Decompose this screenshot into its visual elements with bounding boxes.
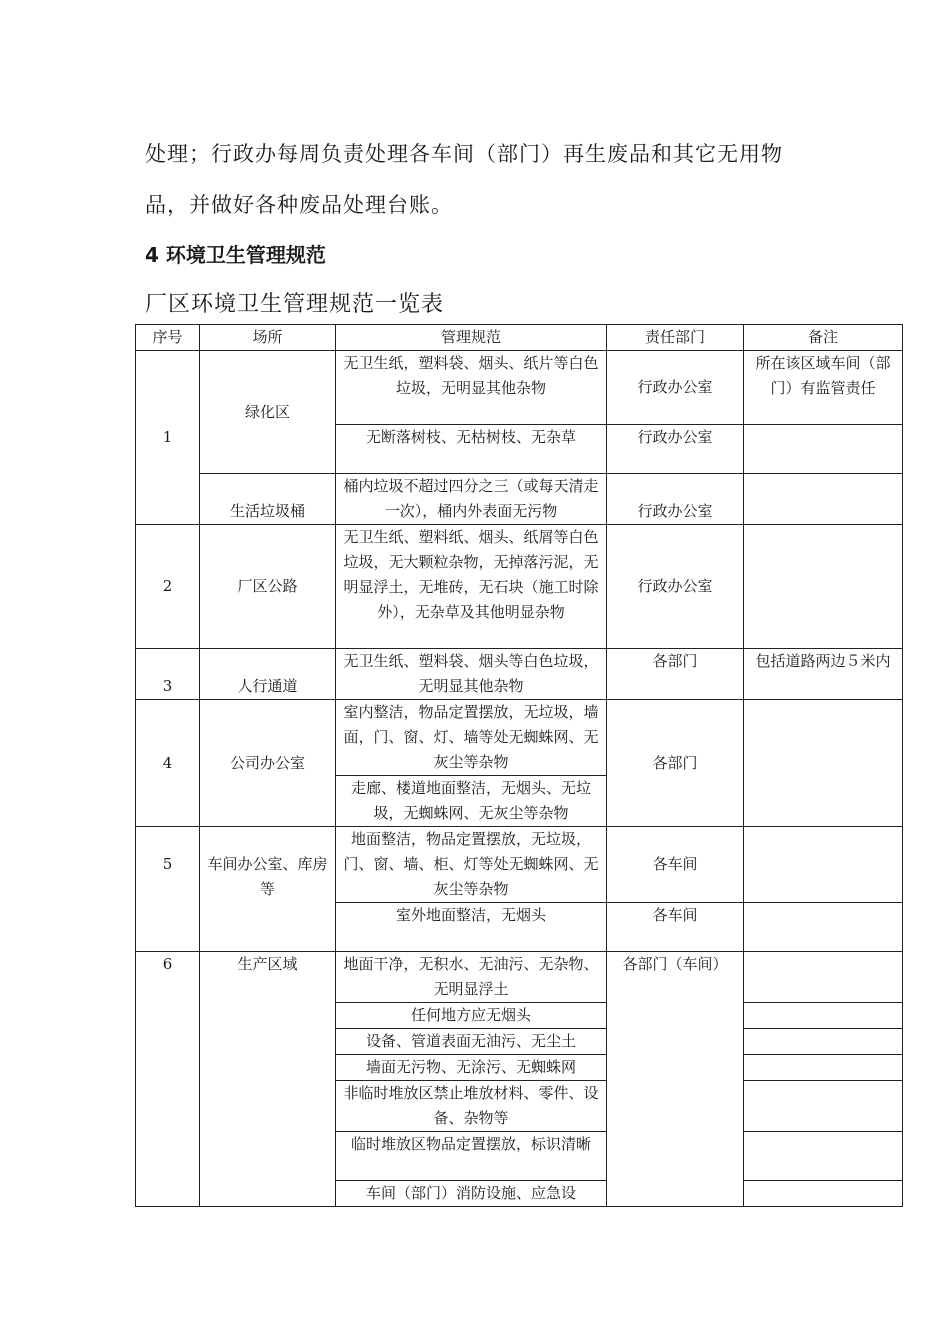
spec-cell: 无卫生纸、塑料袋、烟头等白色垃圾，无明显其他杂物 — [336, 649, 607, 700]
row-number: 5 — [136, 827, 200, 952]
dept-cell: 行政办公室 — [607, 425, 744, 474]
spec-cell: 任何地方应无烟头 — [336, 1003, 607, 1029]
dept-cell: 各部门 — [607, 649, 744, 700]
spec-cell: 设备、管道表面无油污、无尘土 — [336, 1029, 607, 1055]
spec-cell: 车间（部门）消防设施、应急设 — [336, 1181, 607, 1207]
table-row — [136, 649, 903, 700]
place-cell: 车间办公室、库房等 — [200, 827, 336, 952]
row-number: 4 — [136, 700, 200, 827]
row-number: 2 — [136, 525, 200, 649]
spec-cell: 临时堆放区物品定置摆放，标识清晰 — [336, 1132, 607, 1181]
row-number: 3 — [136, 649, 200, 700]
place-cell: 厂区公路 — [200, 525, 336, 649]
spec-cell: 地面整洁，物品定置摆放，无垃圾，门、窗、墙、柜、灯等处无蜘蛛网、无灰尘等杂物 — [336, 827, 607, 903]
note-cell — [744, 1003, 903, 1029]
section-heading: 4 环境卫生管理规范 — [145, 243, 326, 267]
header-spec: 管理规范 — [336, 325, 607, 351]
dept-cell: 各车间 — [607, 903, 744, 952]
table-header-row — [136, 325, 903, 351]
spec-cell: 无卫生纸，塑料袋、烟头、纸片等白色垃圾，无明显其他杂物 — [336, 351, 607, 425]
row-number: 6 — [136, 952, 200, 1207]
place-cell: 生产区域 — [200, 952, 336, 1207]
note-cell — [744, 1181, 903, 1207]
body-paragraph-line-2: 品，并做好各种废品处理台账。 — [145, 193, 453, 217]
note-cell — [744, 474, 903, 525]
dept-cell: 行政办公室 — [607, 474, 744, 525]
table-row — [136, 700, 903, 776]
spec-cell: 室外地面整洁，无烟头 — [336, 903, 607, 952]
place-cell: 公司办公室 — [200, 700, 336, 827]
note-cell: 包括道路两边５米内 — [744, 649, 903, 700]
table-row — [136, 525, 903, 649]
header-no: 序号 — [136, 325, 200, 351]
table-row — [136, 351, 903, 425]
dept-cell: 行政办公室 — [607, 525, 744, 649]
header-note: 备注 — [744, 325, 903, 351]
note-cell — [744, 1081, 903, 1132]
note-cell — [744, 1055, 903, 1081]
sanitation-standards-table — [135, 324, 903, 1207]
spec-cell: 桶内垃圾不超过四分之三（或每天清走一次），桶内外表面无污物 — [336, 474, 607, 525]
dept-cell: 各车间 — [607, 827, 744, 903]
note-cell — [744, 1029, 903, 1055]
header-place: 场所 — [200, 325, 336, 351]
row-number: 1 — [136, 351, 200, 525]
spec-cell: 走廊、楼道地面整洁，无烟头、无垃圾，无蜘蛛网、无灰尘等杂物 — [336, 776, 607, 827]
dept-cell: 各部门 — [607, 700, 744, 827]
note-cell — [744, 952, 903, 1003]
spec-cell: 地面干净，无积水、无油污、无杂物、无明显浮土 — [336, 952, 607, 1003]
table-row — [136, 474, 903, 525]
note-cell — [744, 425, 903, 474]
spec-cell: 墙面无污物、无涂污、无蜘蛛网 — [336, 1055, 607, 1081]
spec-cell: 无断落树枝、无枯树枝、无杂草 — [336, 425, 607, 474]
body-paragraph-line-1: 处理；行政办每周负责处理各车间（部门）再生废品和其它无用物 — [145, 142, 783, 166]
spec-cell: 无卫生纸、塑料纸、烟头、纸屑等白色垃圾，无大颗粒杂物，无掉落污泥，无明显浮土，无堆砖，无石块（施工时除外），无杂草及其他明显杂物 — [336, 525, 607, 649]
place-cell: 人行通道 — [200, 649, 336, 700]
spec-cell: 非临时堆放区禁止堆放材料、零件、设备、杂物等 — [336, 1081, 607, 1132]
note-cell — [744, 903, 903, 952]
table-title: 厂区环境卫生管理规范一览表 — [145, 292, 445, 317]
note-cell — [744, 827, 903, 903]
note-cell — [744, 700, 903, 827]
dept-cell: 行政办公室 — [607, 351, 744, 425]
place-cell: 生活垃圾桶 — [200, 474, 336, 525]
table-row — [136, 827, 903, 903]
note-cell: 所在该区域车间（部门）有监管责任 — [744, 351, 903, 425]
dept-cell: 各部门（车间） — [607, 952, 744, 1207]
spec-cell: 室内整洁，物品定置摆放，无垃圾，墙面，门、窗、灯、墙等处无蜘蛛网、无灰尘等杂物 — [336, 700, 607, 776]
header-dept: 责任部门 — [607, 325, 744, 351]
note-cell — [744, 525, 903, 649]
note-cell — [744, 1132, 903, 1181]
place-cell: 绿化区 — [200, 351, 336, 474]
table-row — [136, 952, 903, 1003]
